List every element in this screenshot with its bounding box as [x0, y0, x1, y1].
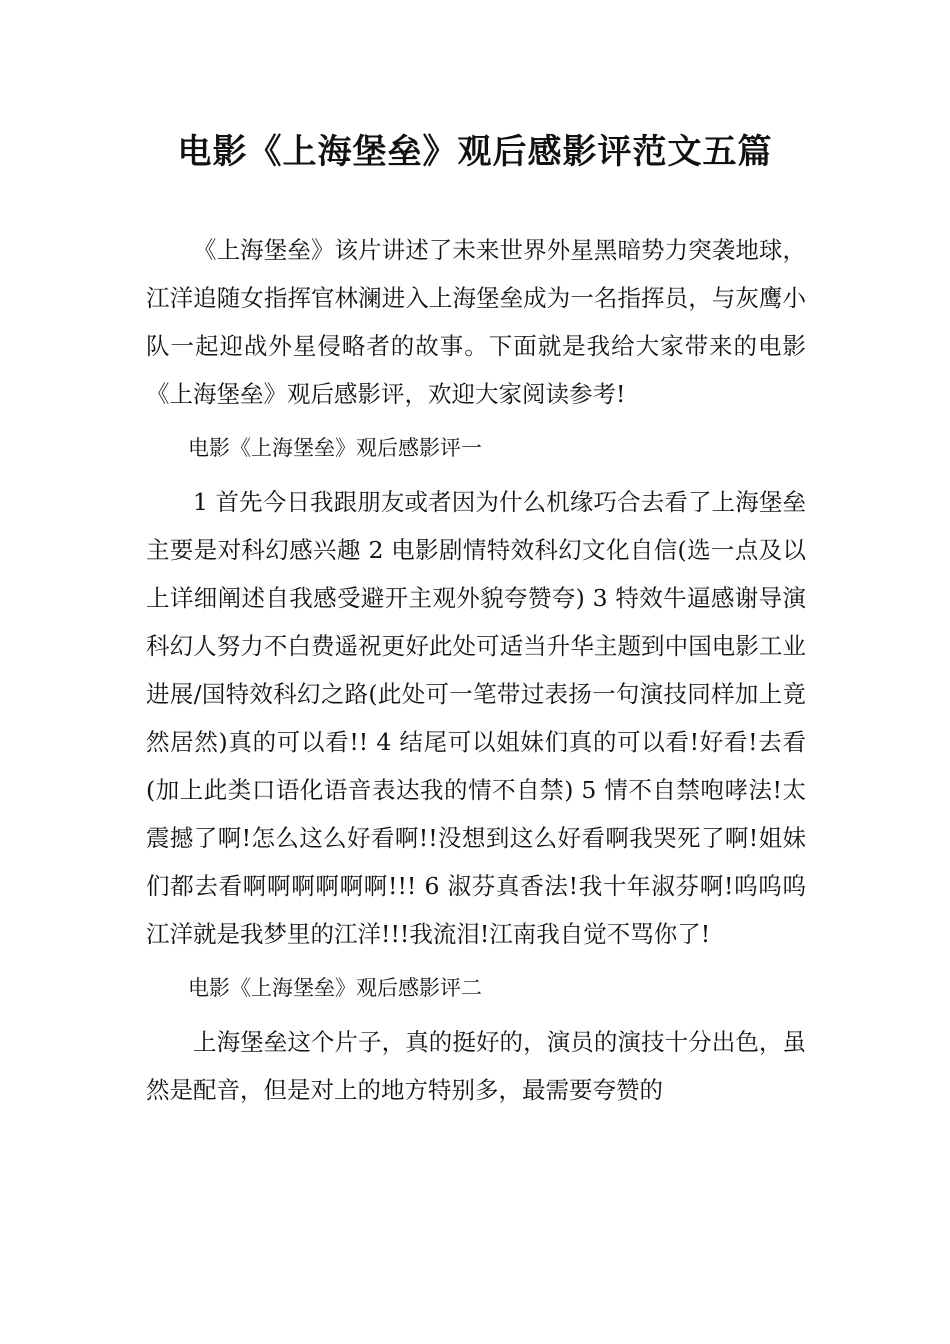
document-title: 电影《上海堡垒》观后感影评范文五篇: [177, 132, 773, 172]
review-1-paragraph: 1 首先今日我跟朋友或者因为什么机缘巧合去看了上海堡垒主要是对科幻感兴趣 2 电影剧情特效科幻文化自信(选一点及以上详细阐述自我感受避开主观外貌夸赞夸) 3 特效牛逼感谢导演科幻人努力不白费遥祝更好此处可适当升华主题到中国电影工业进展/国特效科幻之路(此处可一笔带过表扬一句演技同样加上竟然居然)真的可以看!! 4 结尾可以姐妹们真的可以看!好看!去看(加上此类口语化语音表达我的情不自禁) 5 情不自禁咆哮法!太震撼了啊!怎么这么好看啊!!没想到这么好看啊我哭死了啊!姐妹们都去看啊啊啊啊啊啊!!! 6 淑芬真香法!我十年淑芬啊!呜呜呜江洋就是我梦里的江洋!!!我流泪!江南我自觉不骂你了!: [146, 488, 806, 948]
section-heading-2: 电影《上海堡垒》观后感影评二: [188, 976, 482, 1000]
document-body: [146, 226, 806, 1120]
intro-paragraph: 《上海堡垒》该片讲述了未来世界外星黑暗势力突袭地球，江洋追随女指挥官林澜进入上海堡垒成为一名指挥员，与灰鹰小队一起迎战外星侵略者的故事。下面就是我给大家带来的电影《上海堡垒》观后感影评，欢迎大家阅读参考!: [146, 236, 806, 408]
review-2-paragraph: 上海堡垒这个片子，真的挺好的，演员的演技十分出色，虽然是配音，但是对上的地方特别多，最需要夸赞的: [146, 1028, 806, 1104]
section-heading-1: 电影《上海堡垒》观后感影评一: [188, 436, 482, 460]
